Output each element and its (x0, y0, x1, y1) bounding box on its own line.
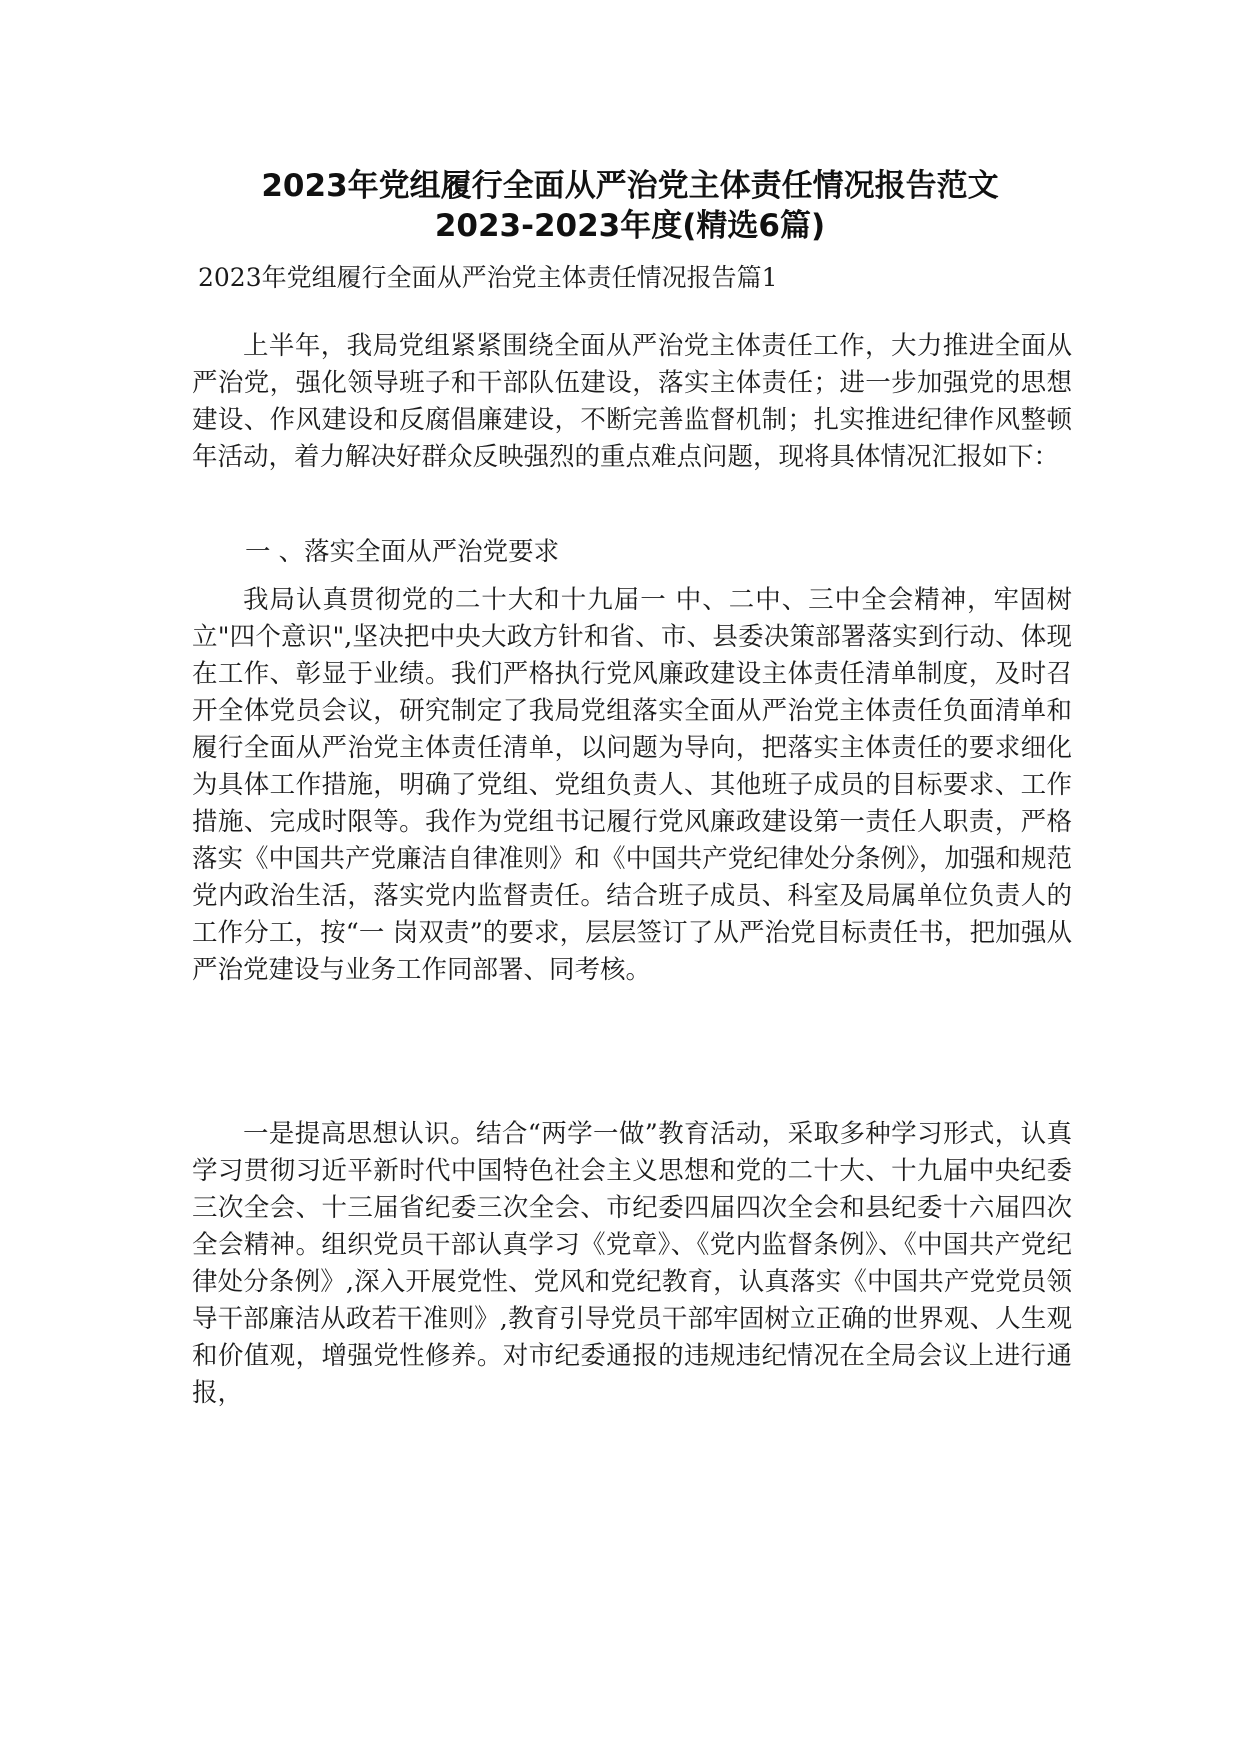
document-title-line1: 2023年党组履行全面从严治党主体责任情况报告范文 (261, 168, 999, 204)
paragraph-intro: 上半年，我局党组紧紧围绕全面从严治党主体责任工作，大力推进全面从严治党，强化领导班子和干部队伍建设，落实主体责任；进一步加强党的思想建设、作风建设和反腐倡廉建设，不断完善监督机制；扎实推进纪律作风整顿年活动，着力解决好群众反映强烈的重点难点问题，现将具体情况汇报如下： (192, 331, 1072, 472)
heading-one: 一 、落实全面从严治党要求 (245, 537, 560, 567)
paragraph-three: 一是提高思想认识。结合“两学一做”教育活动，采取多种学习形式，认真学习贯彻习近平新时代中国特色社会主义思想和党的二十大、十九届中央纪委三次全会、十三届省纪委三次全会、市纪委四届四次全会和县纪委十六届四次全会精神。组织党员干部认真学习《党章》、《党内监督条例》、《中国共产党纪律处分条例》,深入开展党性、党风和党纪教育，认真落实《中国共产党党员领导干部廉洁从政若干准则》,教育引导党员干部牢固树立正确的世界观、人生观和价值观，增强党性修养。对市纪委通报的违规违纪情况在全局会议上进行通报， (192, 1119, 1072, 1408)
document-title-line2: 2023-2023年度(精选6篇) (434, 208, 826, 244)
section-heading: 2023年党组履行全面从严治党主体责任情况报告篇1 (198, 263, 778, 292)
paragraph-two: 我局认真贯彻党的二十大和十九届一 中、二中、三中全会精神，牢固树立"四个意识",坚决把中央大政方针和省、市、县委决策部署落实到行动、体现在工作、彰显于业绩。我们严格执行党风廉政建设主体责任清单制度，及时召开全体党员会议，研究制定了我局党组落实全面从严治党主体责任负面清单和履行全面从严治党主体责任清单，以问题为导向，把落实主体责任的要求细化为具体工作措施，明确了党组、党组负责人、其他班子成员的目标要求、工作措施、完成时限等。我作为党组书记履行党风廉政建设第一责任人职责，严格落实《中国共产党廉洁自律准则》和《中国共产党纪律处分条例》，加强和规范党内政治生活，落实党内监督责任。结合班子成员、科室及局属单位负责人的工作分工，按“一 岗双责”的要求，层层签订了从严治党目标责任书，把加强从严治党建设与业务工作同部署、同考核。 (192, 585, 1072, 985)
